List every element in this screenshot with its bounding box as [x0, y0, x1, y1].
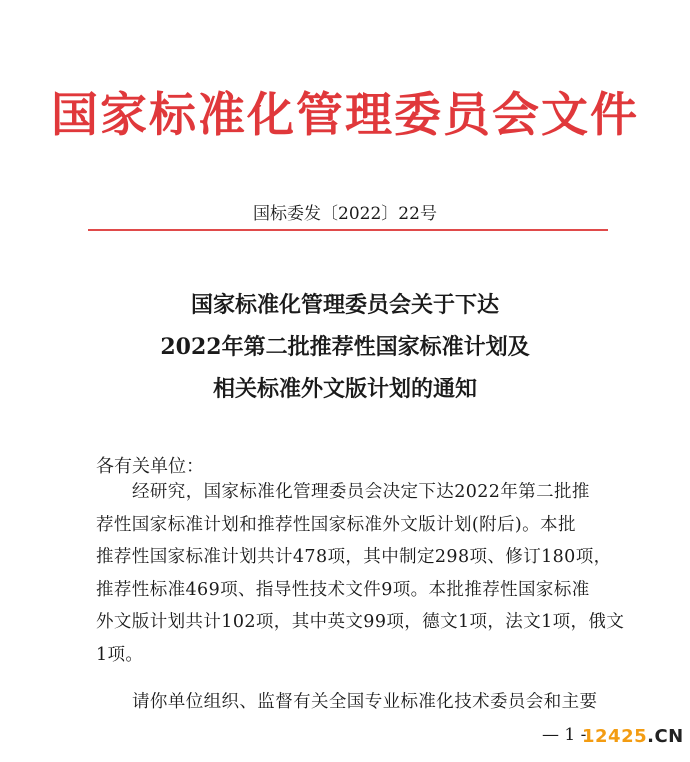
masthead-title: 国家标准化管理委员会文件	[51, 88, 639, 143]
paragraph-line: 1项。	[96, 644, 144, 665]
paragraph-line: 外文版计划共计102项，其中英文99项，德文1项，法文1项，俄文	[96, 612, 625, 632]
paragraph-line: 经研究，国家标准化管理委员会决定下达2022年第二批推	[132, 482, 590, 502]
paragraph-line: 请你单位组织、监督有关全国专业标准化技术委员会和主要	[132, 692, 598, 712]
paragraph-line: 荐性国家标准计划和推荐性国家标准外文版计划(附后)。本批	[96, 514, 576, 535]
body-paragraph-1	[96, 476, 626, 671]
page-number: — 1 -	[542, 725, 587, 745]
body-paragraph-2	[96, 686, 626, 719]
watermark-numeric: 12425	[582, 726, 648, 747]
title-line-2: 2022年第二批推荐性国家标准计划及	[160, 334, 530, 360]
document-number: 国标委发〔2022〕22号	[253, 204, 437, 224]
salutation: 各有关单位：	[96, 456, 204, 477]
paragraph-line: 推荐性国家标准计划共计478项，其中制定298项、修订180项，	[96, 547, 612, 567]
notice-title	[0, 284, 690, 410]
watermark-suffix: .CN	[647, 726, 684, 747]
site-watermark	[582, 726, 684, 747]
paragraph-line: 推荐性标准469项、指导性技术文件9项。本批推荐性国家标准	[96, 579, 590, 600]
title-line-1: 国家标准化管理委员会关于下达	[190, 292, 499, 318]
title-line-3: 相关标准外文版计划的通知	[212, 376, 477, 402]
red-divider-line	[88, 229, 608, 231]
